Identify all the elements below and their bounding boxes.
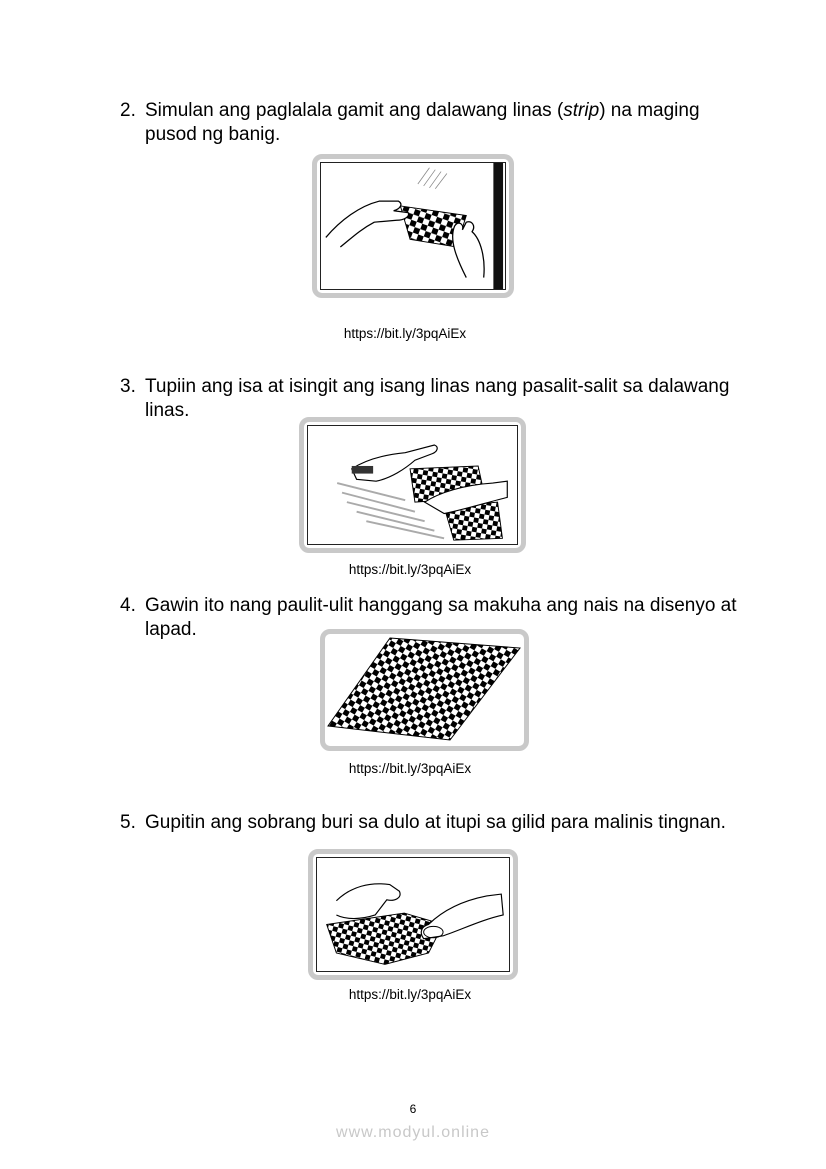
image-caption: https://bit.ly/3pqAiEx [343, 326, 467, 341]
step-3 [120, 375, 740, 423]
step-5-image-frame [308, 849, 518, 980]
step-number: 5. [120, 812, 136, 833]
step-text-italic: strip [563, 100, 600, 121]
image-caption: https://bit.ly/3pqAiEx [348, 761, 472, 776]
hands-folding-edge-icon [317, 858, 509, 971]
step-text: Simulan ang paglalala gamit ang dalawang linas (strip) na maging pusod ng banig. [145, 100, 700, 145]
image-caption: https://bit.ly/3pqAiEx [348, 562, 472, 577]
step-text: Gawin ito nang paulit-ulit hanggang sa makuha ang nais na disenyo at lapad. [145, 595, 737, 640]
hands-inserting-strip-icon [308, 426, 517, 544]
step-number: 2. [120, 100, 136, 121]
step-2 [120, 99, 740, 147]
page-number: 6 [409, 1102, 417, 1116]
image-caption: https://bit.ly/3pqAiEx [348, 987, 472, 1002]
hands-starting-weave-icon [321, 163, 505, 289]
step-number: 4. [120, 595, 136, 616]
step-number: 3. [120, 376, 136, 397]
watermark: www.modyul.online [336, 1124, 490, 1141]
step-text: Gupitin ang sobrang buri sa dulo at itupi sa gilid para malinis tingnan. [145, 812, 726, 833]
woven-mat-pattern-icon [325, 634, 524, 746]
step-3-image-frame [299, 417, 526, 553]
step-4-image-frame [320, 629, 529, 751]
step-2-image-frame [312, 154, 514, 298]
step-text: Tupiin ang isa at isingit ang isang linas nang pasalit-salit sa dalawang linas. [145, 376, 730, 421]
step-5 [120, 811, 740, 835]
